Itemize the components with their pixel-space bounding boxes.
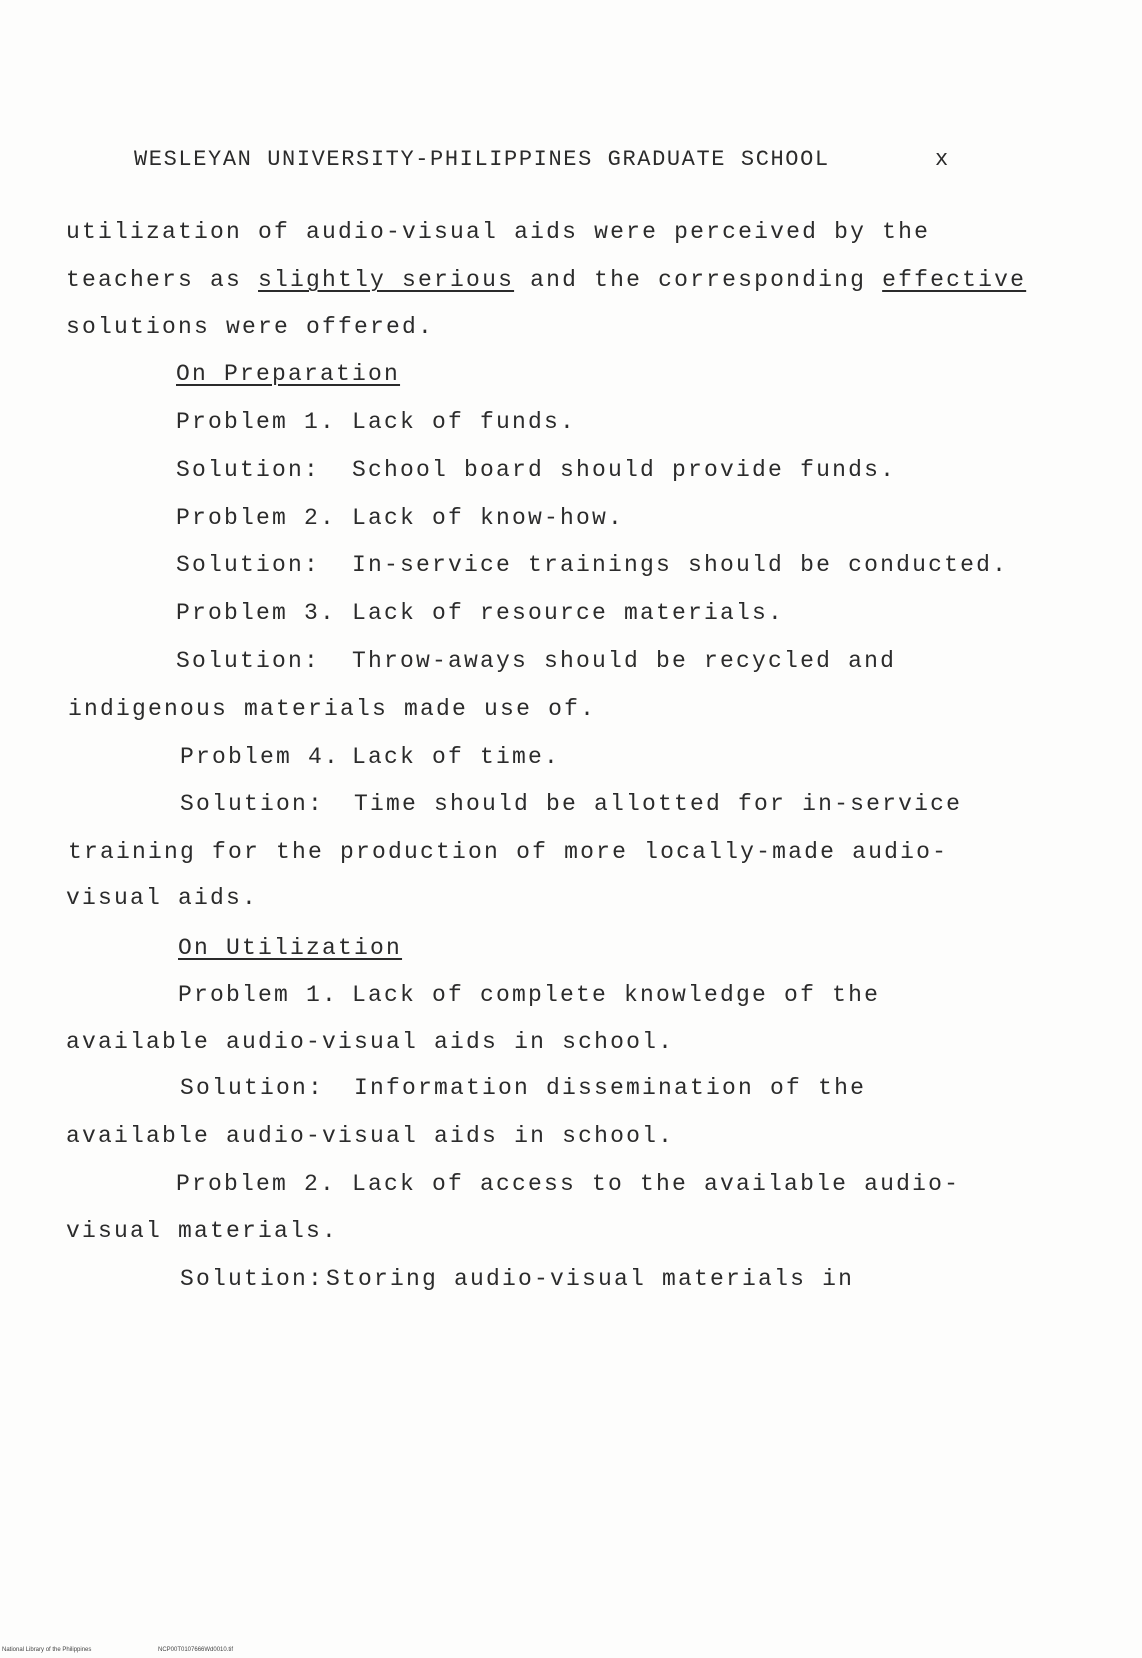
footer-file-code: NCP00T0107666Wd0010.tif <box>158 1647 234 1653</box>
prep-solution-3-continuation: indigenous materials made use of. <box>68 696 597 722</box>
prep-solution-4-continuation-1: training for the production of more locally-made audio- <box>68 839 949 865</box>
prep-problem-4-text: Lack of time. <box>352 744 561 770</box>
util-solution-1-label: Solution: <box>180 1075 325 1101</box>
intro-line-2-text-a: teachers as <box>66 267 259 293</box>
section-heading-preparation: On Preparation <box>176 361 401 387</box>
util-solution-2-label: Solution: <box>180 1266 325 1292</box>
prep-problem-1-label: Problem 1. <box>176 409 337 435</box>
prep-solution-3-text: Throw-aways should be recycled and <box>352 648 897 674</box>
page-number: x <box>935 147 950 172</box>
section-heading-utilization: On Utilization <box>178 935 403 961</box>
page-header-title: WESLEYAN UNIVERSITY-PHILIPPINES GRADUATE SCHOOL <box>134 147 830 172</box>
footer-library-credit: National Library of the Philippines <box>2 1647 92 1653</box>
util-solution-2-text: Storing audio-visual materials in <box>326 1266 855 1292</box>
prep-problem-3-label: Problem 3. <box>176 600 337 626</box>
util-problem-2-label: Problem 2. <box>176 1171 337 1197</box>
util-problem-1-label: Problem 1. <box>178 982 339 1008</box>
prep-solution-4-label: Solution: <box>180 791 325 817</box>
prep-solution-1-text: School board should provide funds. <box>352 457 897 483</box>
intro-line-2-text-b: and the corresponding <box>514 267 883 293</box>
util-solution-1-text: Information dissemination of the <box>354 1075 867 1101</box>
util-solution-1-continuation: available audio-visual aids in school. <box>66 1123 675 1149</box>
intro-line-1: utilization of audio-visual aids were perceived by the <box>66 219 931 245</box>
prep-solution-3-label: Solution: <box>176 648 321 674</box>
util-problem-2-text: Lack of access to the available audio- <box>352 1171 961 1197</box>
prep-solution-2-label: Solution: <box>176 552 321 578</box>
underlined-effective: effective <box>882 267 1027 293</box>
prep-solution-4-text: Time should be allotted for in-service <box>354 791 963 817</box>
prep-solution-1-label: Solution: <box>176 457 321 483</box>
intro-line-2 <box>66 266 1026 294</box>
underlined-slightly-serious: slightly serious <box>258 267 515 293</box>
intro-line-3: solutions were offered. <box>66 314 435 340</box>
prep-problem-4-label: Problem 4. <box>180 744 341 770</box>
util-problem-2-continuation: visual materials. <box>66 1218 339 1244</box>
prep-problem-2-label: Problem 2. <box>176 505 337 531</box>
prep-solution-4-continuation-2: visual aids. <box>66 885 259 911</box>
prep-problem-1-text: Lack of funds. <box>352 409 577 435</box>
prep-solution-2-text: In-service trainings should be conducted. <box>352 552 1009 578</box>
util-problem-1-text: Lack of complete knowledge of the <box>352 982 881 1008</box>
prep-problem-3-text: Lack of resource materials. <box>352 600 785 626</box>
util-problem-1-continuation: available audio-visual aids in school. <box>66 1029 675 1055</box>
prep-problem-2-text: Lack of know-how. <box>352 505 625 531</box>
